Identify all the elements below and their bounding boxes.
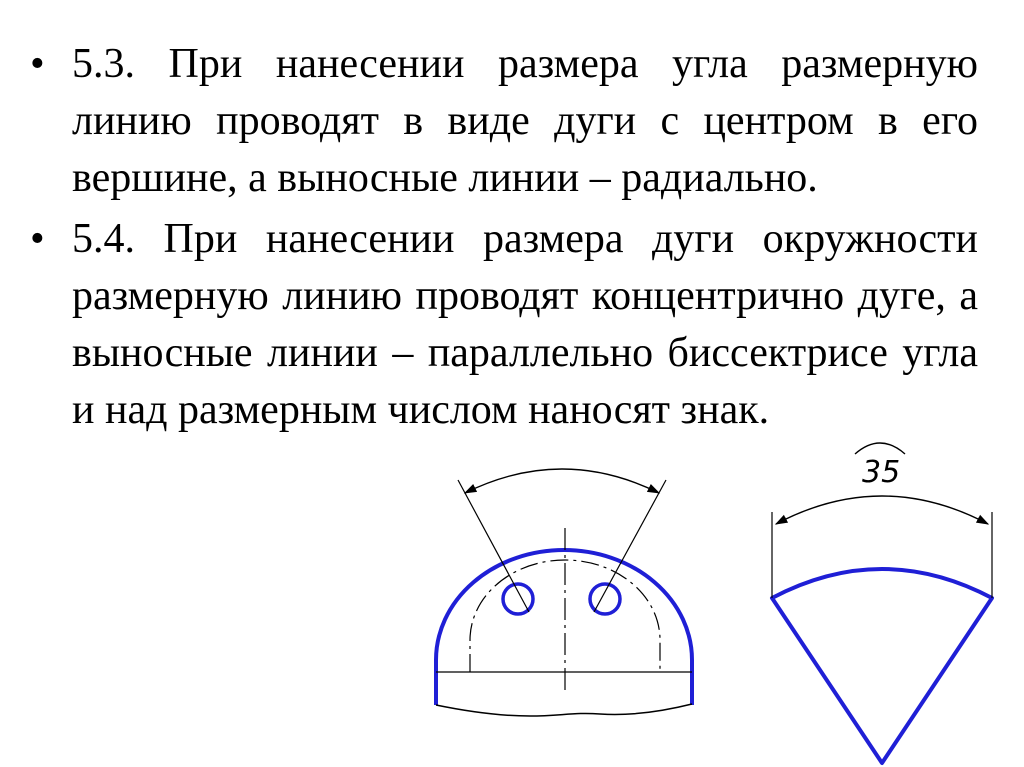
extension-line-left <box>458 480 529 612</box>
arc-sign-icon <box>855 443 905 454</box>
part-outline <box>436 550 692 705</box>
arc-dimension-figure <box>772 443 992 763</box>
arc-dimension-line <box>776 496 988 524</box>
angle-dimension-arc <box>465 469 659 493</box>
hole-right <box>590 584 620 614</box>
rule-5-3-text: 5.3. При нанесении размера угла размерную линию проводят в виде дуги с центром в его вершине, а выносные линии – радиально. <box>72 41 978 201</box>
extension-line-right <box>594 480 666 612</box>
bullet-marker: • <box>30 41 45 87</box>
bullet-marker: • <box>30 216 45 262</box>
part-bottom-edge <box>436 704 692 716</box>
hole-left <box>503 584 533 614</box>
sector-outline <box>772 569 992 763</box>
rule-5-4-text: 5.4. При нанесении размера дуги окружности размерную линию проводят концентрично дуге, а выносные линии – параллельно биссектрисе угла и над размерным числом наносят знак. <box>72 216 978 433</box>
angle-dimension-figure <box>436 469 692 716</box>
arc-dimension-value: 35 <box>862 455 901 490</box>
